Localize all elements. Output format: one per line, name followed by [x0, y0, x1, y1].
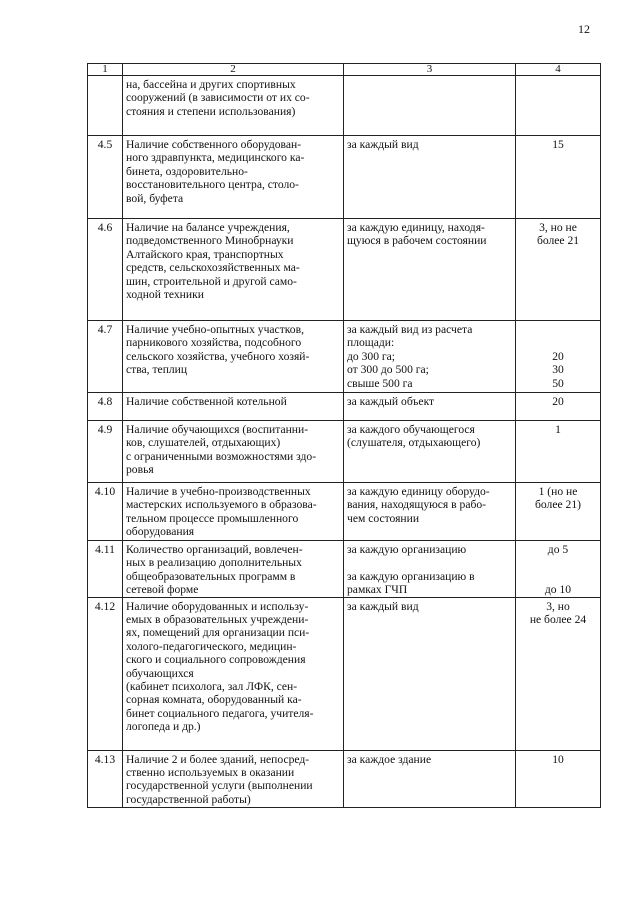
row-description-line: ях, помещений для организации пси- — [126, 626, 310, 640]
row-description-line: ходной техники — [126, 288, 204, 302]
table-row — [88, 76, 601, 136]
row-condition-line: свыше 500 га — [347, 376, 413, 390]
row-description-line: бинет социального педагога, учителя- — [126, 706, 314, 720]
row-points-line: до 10 — [544, 583, 572, 597]
row-description-line: вой, буфета — [126, 191, 184, 205]
table-row — [88, 219, 601, 321]
row-description-line: с ограниченными возможностями здо- — [126, 449, 317, 463]
row-description — [123, 421, 344, 483]
row-description-line: Наличие собственного оборудован- — [126, 138, 302, 151]
row-number: 4.10 — [88, 483, 123, 541]
row-points-line: 20 — [552, 395, 564, 408]
row-description-line: мастерских используемого в образова- — [126, 498, 317, 512]
row-description-line: Наличие оборудованных и использу- — [126, 599, 309, 613]
table-header-row — [88, 64, 601, 76]
row-points — [516, 76, 601, 136]
row-number: 4.6 — [88, 219, 123, 321]
row-points — [516, 750, 601, 807]
row-points-line: 50 — [552, 376, 564, 390]
row-points-line: 1 — [555, 423, 561, 436]
row-description-line: обучающихся — [126, 666, 194, 680]
row-condition — [344, 483, 516, 541]
row-condition-line: за каждого обучающегося — [347, 423, 475, 436]
row-description-line: ского и социального сопровождения — [126, 653, 306, 667]
row-condition-line: за каждое здание — [347, 752, 432, 766]
row-condition — [344, 219, 516, 321]
row-description — [123, 393, 344, 421]
row-description-line: ков, слушателей, отдыхающих) — [126, 436, 281, 450]
row-description-line: Наличие в учебно-производственных — [126, 485, 311, 498]
page-number: 12 — [578, 22, 590, 36]
table-row — [88, 321, 601, 393]
row-condition-line: за каждый вид — [347, 599, 419, 613]
row-condition — [344, 136, 516, 219]
row-description-line: государственной услуги (выполнении — [126, 779, 313, 793]
row-condition-line: до 300 га; — [347, 349, 396, 363]
row-condition-line: за каждый вид — [347, 138, 419, 151]
row-description-line: сетевой форме — [126, 583, 199, 597]
row-points — [516, 219, 601, 321]
row-description-line: бинета, оздоровительно- — [126, 164, 248, 178]
row-condition-line: за каждую единицу, находя- — [347, 221, 485, 234]
row-description-line: оборудования — [126, 525, 195, 539]
row-points-line: 20 — [552, 349, 564, 363]
row-condition-line — [347, 556, 512, 569]
row-number: 4.8 — [88, 393, 123, 421]
row-description-line: парникового хозяйства, подсобного — [126, 336, 302, 350]
row-points — [516, 541, 601, 598]
row-description-line: стояния и степени использования) — [126, 104, 296, 118]
row-condition-line: за каждую организацию в — [347, 569, 475, 583]
row-description — [123, 750, 344, 807]
row-condition — [344, 76, 516, 136]
row-points-line: 3, но не — [539, 221, 577, 234]
table-row — [88, 597, 601, 750]
row-condition — [344, 597, 516, 750]
row-points — [516, 421, 601, 483]
table-row — [88, 483, 601, 541]
table-row — [88, 136, 601, 219]
row-number: 4.13 — [88, 750, 123, 807]
row-description-line: шин, строительной и другой само- — [126, 274, 297, 288]
row-description-line: Наличие обучающихся (воспитанни- — [126, 423, 309, 436]
row-description-line: тельном процессе промышленного — [126, 511, 299, 525]
row-points-line: 15 — [552, 138, 564, 151]
row-condition-line: чем состоянии — [347, 511, 420, 525]
row-points-line — [519, 556, 597, 569]
header-col-2: 2 — [123, 64, 344, 76]
row-description-line: ных в реализацию дополнительных — [126, 556, 302, 570]
row-points-line: до 5 — [547, 543, 569, 556]
row-description-line: восстановительного центра, столо- — [126, 178, 299, 192]
row-points-line — [519, 323, 597, 336]
row-condition — [344, 750, 516, 807]
row-points — [516, 393, 601, 421]
row-description-line: сооружений (в зависимости от их со- — [126, 91, 310, 105]
row-number: 4.5 — [88, 136, 123, 219]
row-points-line: 30 — [552, 363, 564, 377]
table-row — [88, 750, 601, 807]
row-description-line: сорная комната, оборудованный ка- — [126, 693, 302, 707]
row-description — [123, 483, 344, 541]
row-points-line: 10 — [552, 752, 564, 766]
row-description — [123, 219, 344, 321]
criteria-table — [87, 63, 601, 808]
row-condition-line: рамках ГЧП — [347, 583, 408, 597]
row-points — [516, 597, 601, 750]
row-description — [123, 321, 344, 393]
row-condition — [344, 321, 516, 393]
row-description-line: (кабинет психолога, зал ЛФК, сен- — [126, 680, 298, 694]
row-description-line: Наличие учебно-опытных участков, — [126, 323, 304, 336]
table-row — [88, 393, 601, 421]
row-number: 4.7 — [88, 321, 123, 393]
row-condition-line: щуюся в рабочем состоянии — [347, 234, 487, 248]
row-description-line: логопеда и др.) — [126, 720, 201, 734]
row-condition — [344, 421, 516, 483]
row-points-line: более 21) — [535, 498, 581, 512]
row-description-line: ства, теплиц — [126, 363, 188, 377]
row-description-line: холого-педагогического, медицин- — [126, 639, 297, 653]
row-points-line — [519, 570, 597, 583]
header-col-1: 1 — [88, 64, 123, 76]
row-number: 4.9 — [88, 421, 123, 483]
row-points-line: 1 (но не — [538, 485, 578, 498]
header-col-3: 3 — [344, 64, 516, 76]
row-condition-line: за каждый объект — [347, 395, 435, 408]
row-points — [516, 483, 601, 541]
row-points-line: не более 24 — [529, 613, 587, 627]
row-number: 4.11 — [88, 541, 123, 598]
row-condition-line: за каждую организацию — [347, 543, 467, 556]
row-condition — [344, 393, 516, 421]
row-condition-line: за каждый вид из расчета — [347, 323, 473, 336]
row-condition-line: за каждую единицу оборудо- — [347, 485, 490, 498]
row-condition-line: (слушателя, отдыхающего) — [347, 436, 481, 450]
table-row — [88, 421, 601, 483]
row-points-line: 3, но — [546, 599, 570, 613]
row-description-line: средств, сельскохозяйственных ма- — [126, 261, 300, 275]
row-description-line: сельского хозяйства, учебного хозяй- — [126, 349, 310, 363]
row-condition-line: площади: — [347, 336, 395, 350]
row-condition-line: от 300 до 500 га; — [347, 363, 429, 377]
row-description-line: емых в образовательных учреждени- — [126, 613, 309, 627]
row-description-line: ровья — [126, 463, 154, 477]
row-description — [123, 541, 344, 598]
row-description — [123, 76, 344, 136]
row-description-line: государственной работы) — [126, 792, 251, 806]
row-description-line: Наличие 2 и более зданий, непосред- — [126, 752, 310, 766]
row-description-line: подведомственного Минобрнауки — [126, 234, 294, 248]
row-points — [516, 136, 601, 219]
row-description-line: общеобразовательных программ в — [126, 569, 296, 583]
row-description-line: Наличие на балансе учреждения, — [126, 221, 290, 234]
table-row — [88, 541, 601, 598]
row-description-line: Наличие собственной котельной — [126, 395, 287, 408]
row-description-line: ного здравпункта, медицинского ка- — [126, 151, 305, 165]
row-description-line: на, бассейна и других спортивных — [126, 78, 296, 91]
row-condition-line: вания, находящуюся в рабо- — [347, 498, 487, 512]
header-col-4: 4 — [516, 64, 601, 76]
row-points-line: более 21 — [536, 234, 580, 248]
row-number — [88, 76, 123, 136]
row-description-line: Алтайского края, транспортных — [126, 247, 284, 261]
row-condition — [344, 541, 516, 598]
row-points-line — [519, 336, 597, 349]
row-description — [123, 597, 344, 750]
row-points — [516, 321, 601, 393]
row-description-line: Количество организаций, вовлечен- — [126, 543, 303, 556]
row-description-line: ственно используемых в оказании — [126, 766, 295, 780]
row-description — [123, 136, 344, 219]
row-number: 4.12 — [88, 597, 123, 750]
